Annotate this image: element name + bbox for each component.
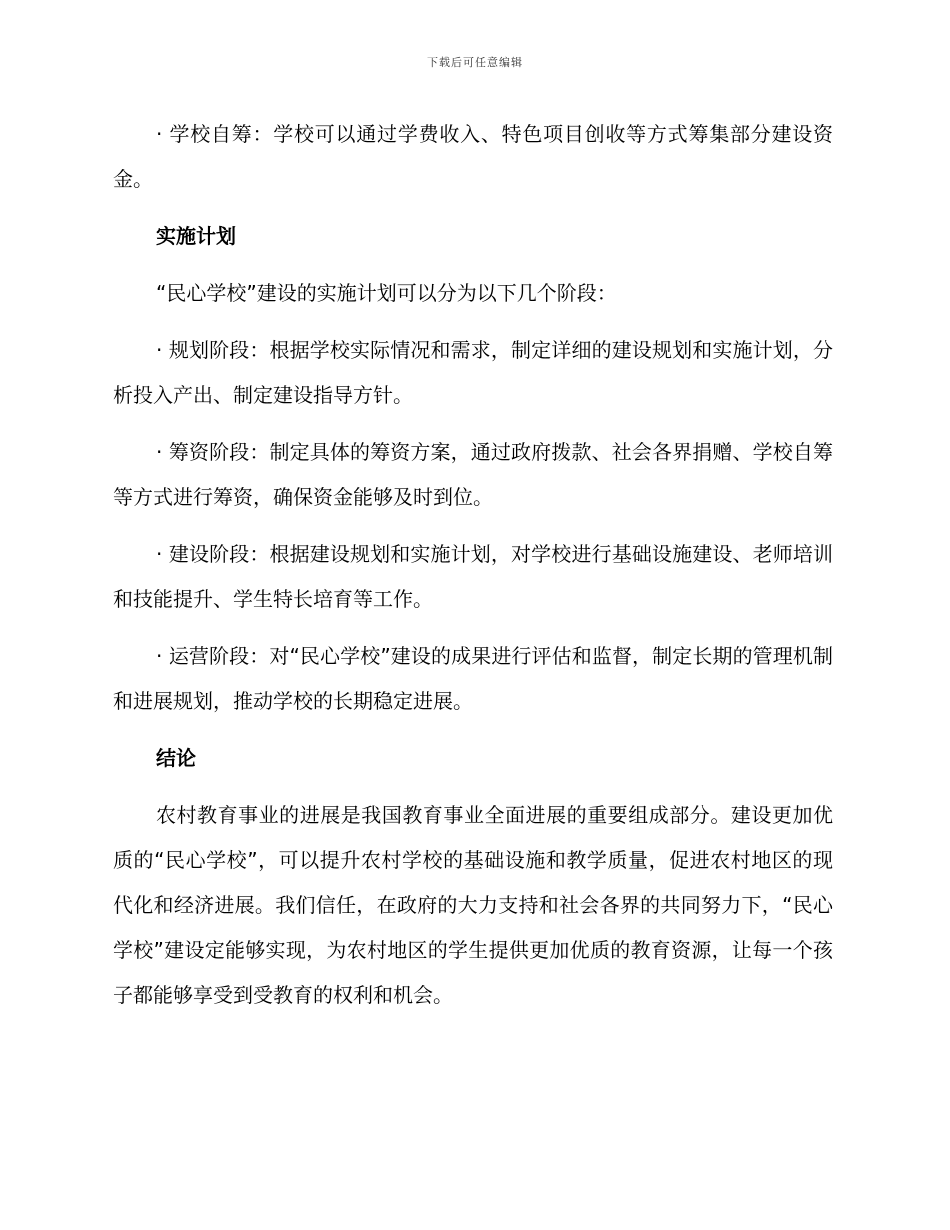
paragraph-construction-stage: · 建设阶段：根据建设规划和实施计划，对学校进行基础设施建设、老师培训和技能提升、学生特长培育等工作。 [113,542,833,611]
document-body [113,112,833,1030]
paragraph-plan-intro: “民心学校”建设的实施计划可以分为以下几个阶段： [156,281,617,305]
paragraph-planning-stage: · 规划阶段：根据学校实际情况和需求，制定详细的建设规划和实施计划，分析投入产出、制定建设指导方针。 [113,338,833,407]
heading-conclusion: 结论 [156,746,196,770]
paragraph-funding-stage: · 筹资阶段：制定具体的筹资方案，通过政府拨款、社会各界捐赠、学校自筹等方式进行筹资，确保资金能够及时到位。 [113,440,833,509]
heading-implementation-plan: 实施计划 [156,224,236,248]
paragraph-school-self-funding: · 学校自筹：学校可以通过学费收入、特色项目创收等方式筹集部分建设资金。 [113,122,833,191]
paragraph-conclusion: 农村教育事业的进展是我国教育事业全面进展的重要组成部分。建设更加优质的“民心学校”，可以提升农村学校的基础设施和教学质量，促进农村地区的现代化和经济进展。我们信任，在政府的大力支持和社会各界的共同努力下，“民心学校”建设定能够实现，为农村地区的学生提供更加优质的教育资源，让每一个孩子都能够享受到受教育的权利和机会。 [113,803,833,1007]
header-note: 下载后可任意编辑 [427,56,523,69]
paragraph-operation-stage: · 运营阶段：对“民心学校”建设的成果进行评估和监督，制定长期的管理机制和进展规划，推动学校的长期稳定进展。 [113,644,833,713]
